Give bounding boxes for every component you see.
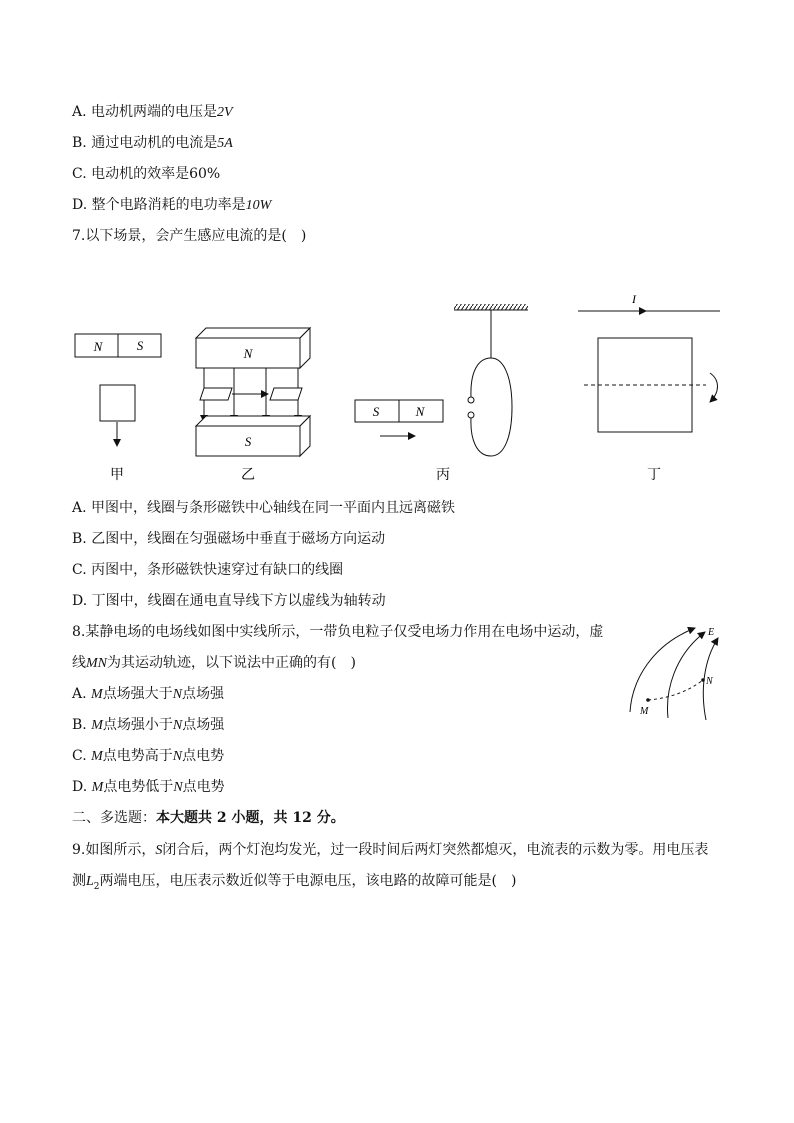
q8-trajectory: [648, 680, 703, 700]
q6-option-b-value: 5: [217, 136, 225, 151]
q8-option-c-v1: M: [91, 749, 103, 764]
q8-stem-line2-post: 为其运动轨迹，以下说法中正确的有( ): [107, 655, 356, 671]
q8-label-n: N: [706, 676, 713, 687]
q7-option-a[interactable]: A. 甲图中，线圈与条形磁铁中心轴线在同一平面内且远离磁铁: [72, 500, 456, 516]
q8-option-a-mid: 点场强大于: [102, 686, 173, 702]
q6-option-b-unit: A: [224, 136, 233, 151]
q6-option-a-prefix: A. 电动机两端的电压是: [72, 104, 218, 120]
yi-top-pole-label: N: [243, 346, 253, 361]
q8-option-c-v2: N: [172, 749, 183, 764]
q7-option-d[interactable]: D. 丁图中，线圈在通电直导线下方以虚线为轴转动: [72, 593, 386, 609]
q8-field-line-2: [667, 632, 705, 718]
q8-option-b[interactable]: [72, 715, 224, 736]
q6-option-c-text: C. 电动机的效率是60%: [72, 166, 221, 182]
q9-stem-line1: [72, 840, 708, 861]
q8-option-b-v1: M: [91, 718, 103, 733]
q8-stem-line1: 8.某静电场的电场线如图中实线所示，一带负电粒子仅受电场力作用在电场中运动，虚: [72, 624, 604, 640]
q9-line2-var: L: [86, 874, 94, 889]
q8-option-a-post: 点场强: [182, 686, 225, 702]
q9-line2-sub: 2: [93, 881, 100, 892]
q8-option-d[interactable]: [72, 777, 225, 798]
bing-magnet-n-label: N: [415, 404, 425, 419]
ding-current-label: I: [632, 292, 636, 306]
bing-magnet-s-label: S: [372, 404, 380, 419]
q8-option-b-v2: N: [172, 718, 183, 733]
q8-option-c-post: 点电势: [182, 748, 225, 764]
q6-option-a-unit: V: [224, 105, 233, 120]
q8-option-d-v1: M: [91, 780, 104, 795]
q8-field-line-1: [630, 628, 695, 712]
jia-caption: 甲: [110, 467, 124, 483]
q8-label-m: M: [640, 706, 649, 717]
q9-line2-post: 两端电压，电压表示数近似等于电源电压，该电路的故障可能是( ): [99, 873, 517, 889]
q8-option-b-mid: 点场强小于: [102, 717, 173, 733]
q8-option-c[interactable]: [72, 746, 224, 767]
q9-line2-pre: 测: [72, 873, 86, 889]
jia-magnet-s-label: S: [136, 338, 144, 353]
q8-option-a-v1: M: [91, 687, 103, 702]
q9-stem-line2: [72, 871, 516, 897]
ding-caption: 丁: [647, 467, 661, 483]
jia-magnet-n-label: N: [93, 339, 103, 354]
q8-option-b-post: 点场强: [182, 717, 225, 733]
q7-option-c[interactable]: C. 丙图中，条形磁铁快速穿过有缺口的线圈: [72, 562, 344, 578]
q9-line1-pre: 9.如图所示，: [72, 842, 156, 858]
q8-stem-line2-pre: 线: [72, 655, 86, 671]
q7-stem: 7.以下场景，会产生感应电流的是( ): [72, 228, 307, 244]
section-heading: [72, 808, 345, 828]
q6-option-d-value: 10: [245, 198, 260, 213]
q7-option-b[interactable]: B. 乙图中，线圈在匀强磁场中垂直于磁场方向运动: [72, 531, 386, 547]
q8-option-c-mid: 点电势高于: [102, 748, 173, 764]
q8-option-d-v2: N: [173, 780, 183, 795]
q8-option-a-prefix: A.: [72, 686, 92, 702]
q8-option-d-prefix: D.: [72, 779, 92, 795]
q8-option-a[interactable]: [72, 684, 224, 705]
section-heading-bold: 本大题共 2 小题，共 12 分。: [156, 810, 345, 826]
q6-option-d-unit: W: [259, 198, 272, 213]
bing-caption: 丙: [436, 467, 450, 483]
q8-option-d-mid: 点电势低于: [103, 779, 174, 795]
q8-option-b-prefix: B.: [72, 717, 92, 733]
q8-label-e: E: [708, 627, 715, 638]
q6-option-a-value: 2: [217, 105, 225, 120]
q8-stem-line2-var: MN: [86, 656, 107, 671]
yi-bottom-pole-label: S: [244, 434, 252, 449]
q6-option-b-prefix: B. 通过电动机的电流是: [72, 135, 218, 151]
q6-option-d-prefix: D. 整个电路消耗的电功率是: [72, 197, 246, 213]
q8-option-c-prefix: C.: [72, 748, 92, 764]
yi-caption: 乙: [241, 467, 255, 483]
q9-line1-post: 闭合后，两个灯泡均发光，过一段时间后两灯突然都熄灭，电流表的示数为零。用电压表: [162, 842, 709, 858]
q9-line1-var: S: [155, 843, 163, 858]
section-heading-pre: 二、多选题：: [72, 810, 156, 826]
q8-option-d-post: 点电势: [182, 779, 225, 795]
q8-option-a-v2: N: [172, 687, 183, 702]
